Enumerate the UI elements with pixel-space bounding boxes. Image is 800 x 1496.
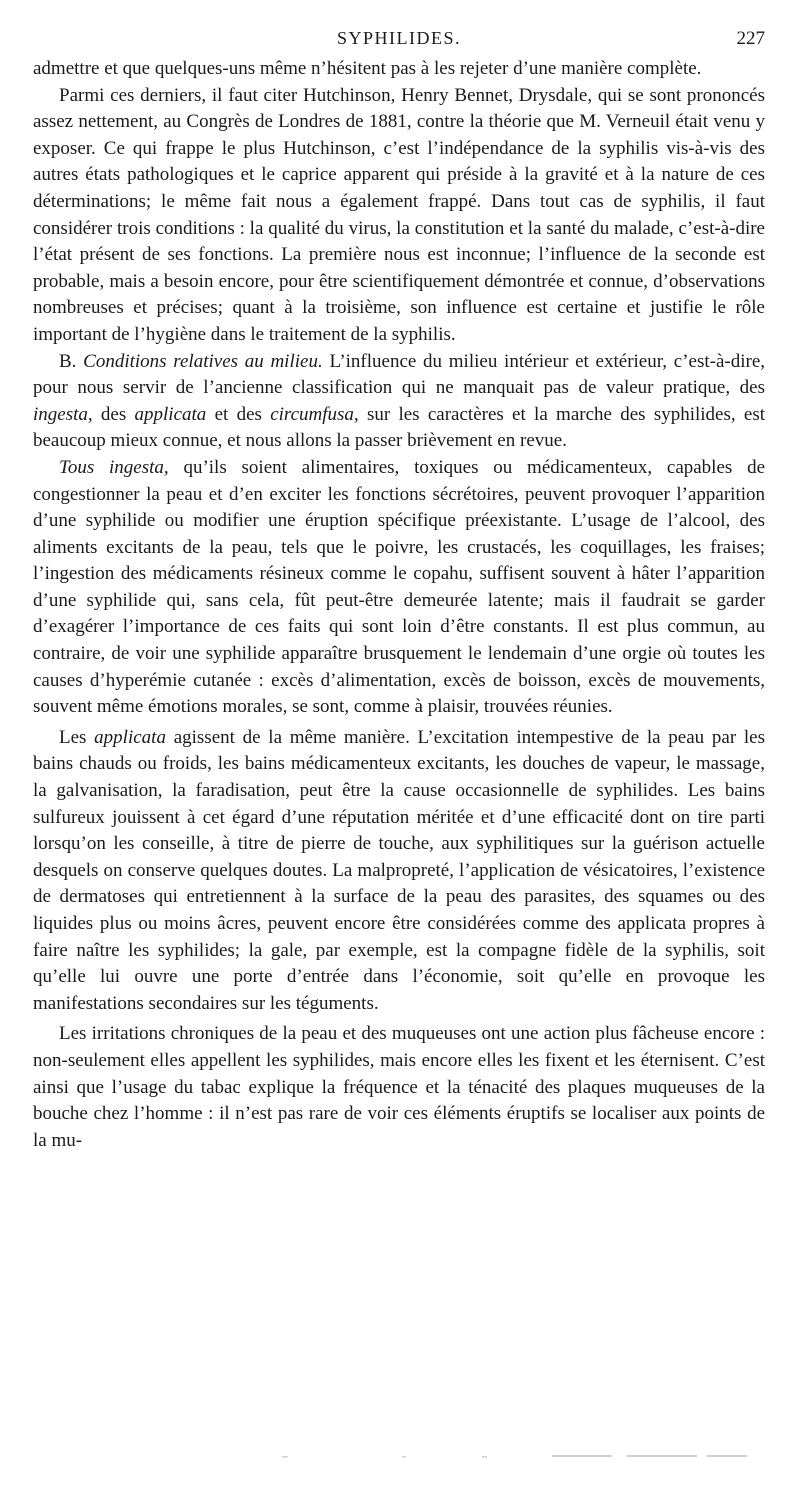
paragraph-text: Parmi ces derniers, il faut citer Hutchinson, Henry Bennet, Drysdale, qui se sont prononcés assez nettement, au Congrès de Londres de 1881, contre la théorie que M. Verneuil était venu y exposer. Ce qui frappe le plus Hutchinson, c’est l’indépendance de la syphilis vis-à-vis des autres états pathologiques et le caprice apparent qui préside à la gravité et à la nature de ces déterminations; le même fait nous a également frappé. Dans tout cas de syphilis, il faut considérer trois conditions : la qualité du virus, la constitution et la santé du malade, c’est-à-dire l’état présent de ses fonctions. La première nous est inconnue; l’influence de la seconde est probable, mais a besoin encore, pour être scientifiquement démontrée et connue, d’observations nombreuses et précises; quant à la troisième, son influence est certaine et justifie le rôle important de l’hygiène dans le traitement de la syphilis. <box>33 84 765 345</box>
italic-term: applicata <box>134 403 207 425</box>
paragraph-text: agissent de la même manière. L’excitation intempestive de la peau par les bains chauds ou froids, les bains médicamenteux excitants, les douches de vapeur, le massage, la galvanisation, la faradisation, peut être la cause occasionnelle de syphilides. Les bains sulfureux jouissent à cet égard d’une réputation méritée et d’une efficacité dont on tire parti lorsqu’on les conseille, à titre de pierre de touche, aux syphilitiques sur la guérison actuelle desquels on conserve quelques doutes. La malpropreté, l’application de vésicatoires, l’existence de dermatoses qui entretiennent à la surface de la peau des parasites, des squames ou des liquides plus ou moins âcres, peuvent encore être considérées comme des applicata propres à faire naître les syphilides; la gale, par exemple, est la compagne fidèle de la syphilis, soit qu’elle lui ouvre une porte d’entrée dans l’économie, soit qu’elle en provoque les manifestations secondaires sur les téguments. <box>33 726 765 1014</box>
paragraph-text: et des <box>214 403 262 425</box>
paragraph-continuation <box>33 56 765 83</box>
italic-term: ingesta, <box>33 403 93 425</box>
paragraph-conditions-milieu <box>33 349 765 455</box>
paragraph-text: sur les caractères et la marche des syphilides, est beaucoup mieux connue, et nous allons la passer brièvement en revue. <box>33 403 766 452</box>
paragraph-text: admettre et que quelques-uns même n’hésitent pas à les rejeter d’une manière complète. <box>33 58 702 79</box>
italic-term: applicata <box>94 726 166 748</box>
running-title: SYPHILIDES. <box>336 28 461 48</box>
paragraph-applicata <box>33 725 765 1018</box>
section-letter: B. <box>59 350 77 372</box>
paragraph-irritations <box>33 1021 765 1154</box>
paragraph-text: des <box>100 403 127 425</box>
section-heading: Conditions relatives au milieu. <box>83 350 323 372</box>
page-number: 227 <box>736 28 765 49</box>
italic-term: Tous ingesta, <box>59 456 169 478</box>
italic-term: circumfusa, <box>270 403 359 425</box>
paragraph-text: Les <box>59 726 87 748</box>
paragraph-text: L’influence du milieu intérieur et extérieur, c’est-à-dire, pour nous servir de l’ancienne classification qui ne manquait pas de valeur pratique, des <box>33 350 766 399</box>
scan-artifact-line <box>282 1452 752 1460</box>
paragraph-ingesta <box>33 455 765 721</box>
paragraph-text: Les irritations chroniques de la peau et des muqueuses ont une action plus fâcheuse encore : non-seulement elles appellent les syphilides, mais encore elles les fixent et les éternisent. C’est ainsi que l’usage du tabac explique la fréquence et la ténacité des plaques muqueuses de la bouche chez l’homme : il n’est pas rare de voir ces éléments éruptifs se localiser aux points de la mu- <box>33 1023 765 1151</box>
running-head <box>33 28 765 56</box>
paragraph-text: qu’ils soient alimentaires, toxiques ou médicamenteux, capables de congestionner la peau et d’en exciter les fonctions sécrétoires, peuvent provoquer l’apparition d’une syphilide ou modifier une éruption spécifique préexistante. L’usage de l’alcool, des aliments excitants de la peau, tels que le poivre, les crustacés, les coquillages, les fraises; l’ingestion des médicaments résineux comme le copahu, suffisent souvent à hâter l’apparition d’une syphilide qui, sans cela, fût peut-être demeurée latente; mais il faudrait se garder d’exagérer l’importance de ces faits qui sont loin d’être constants. Il est plus commun, au contraire, de voir une syphilide apparaître brusquement le lendemain d’une orgie où toutes les causes d’hyperémie cutanée : excès d’alimentation, excès de boisson, excès de mouvements, souvent même émotions morales, se sont, comme à plaisir, trouvées réunies. <box>33 456 766 718</box>
paragraph-hutchinson <box>33 83 765 349</box>
document-page <box>33 28 765 1154</box>
